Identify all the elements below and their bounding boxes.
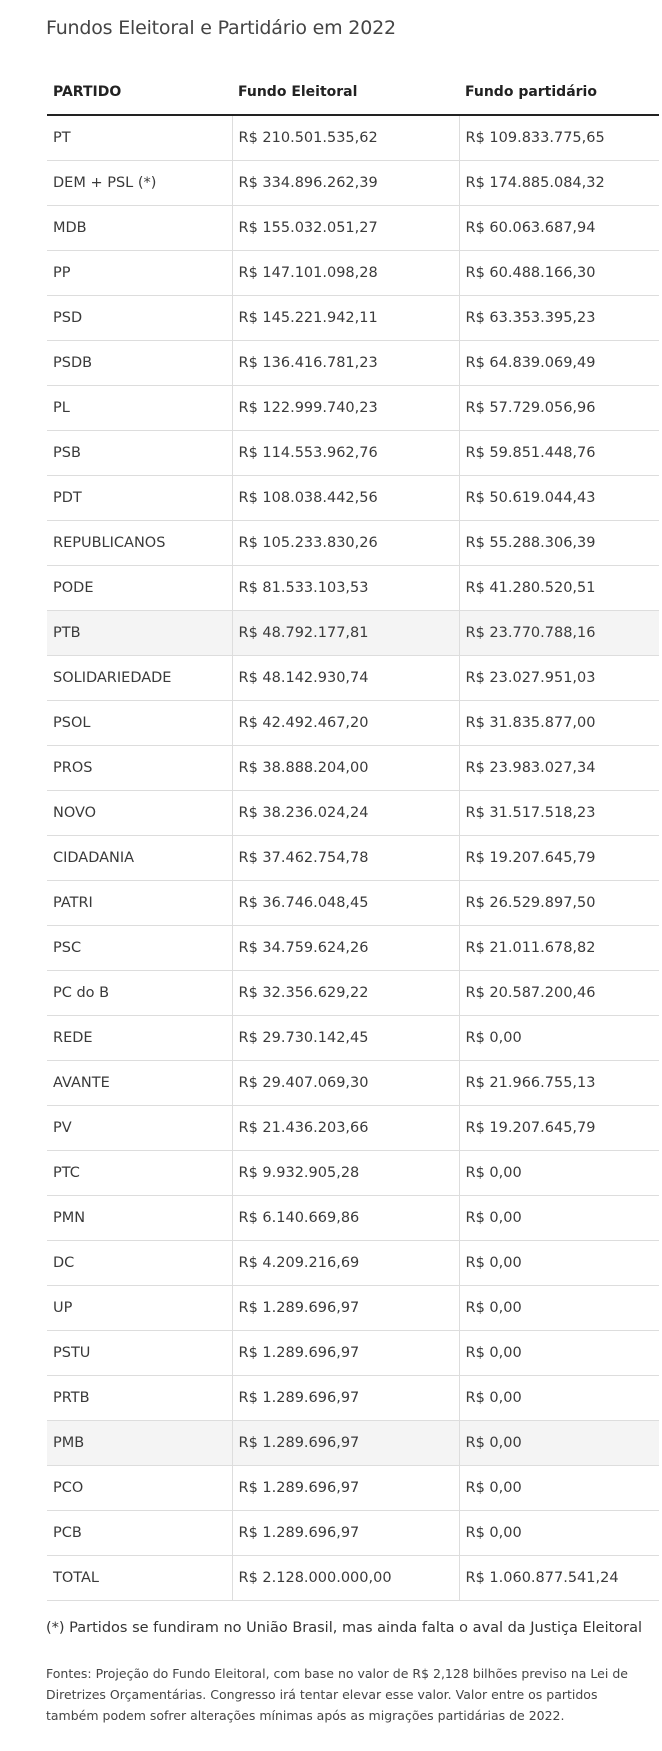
cell-electoral-fund: R$ 1.289.696,97 [232,1466,459,1511]
cell-electoral-fund: R$ 37.462.754,78 [232,836,459,881]
cell-electoral-fund: R$ 29.407.069,30 [232,1061,459,1106]
cell-electoral-fund: R$ 38.236.024,24 [232,791,459,836]
cell-electoral-fund: R$ 32.356.629,22 [232,971,459,1016]
cell-electoral-fund: R$ 48.792.177,81 [232,611,459,656]
column-header-electoral-fund: Fundo Eleitoral [232,70,459,115]
table-row [47,1286,659,1331]
cell-partisan-fund: R$ 64.839.069,49 [459,341,659,386]
cell-partisan-fund: R$ 174.885.084,32 [459,161,659,206]
cell-partisan-fund: R$ 19.207.645,79 [459,836,659,881]
table-row [47,1376,659,1421]
table-row [47,115,659,161]
cell-partisan-fund: R$ 0,00 [459,1286,659,1331]
cell-party: NOVO [47,791,232,836]
cell-partisan-fund: R$ 0,00 [459,1421,659,1466]
cell-partisan-fund: R$ 20.587.200,46 [459,971,659,1016]
cell-electoral-fund: R$ 36.746.048,45 [232,881,459,926]
footnote: (*) Partidos se fundiram no União Brasil, mas ainda falta o aval da Justiça Eleitoral [46,1620,643,1636]
table-row [47,881,659,926]
table-row [47,1511,659,1556]
cell-party: PT [47,115,232,161]
table-row [47,1556,659,1601]
table-row [47,701,659,746]
table-row [47,566,659,611]
cell-electoral-fund: R$ 334.896.262,39 [232,161,459,206]
cell-partisan-fund: R$ 0,00 [459,1511,659,1556]
cell-party: TOTAL [47,1556,232,1601]
cell-electoral-fund: R$ 210.501.535,62 [232,115,459,161]
cell-party: DEM + PSL (*) [47,161,232,206]
header-row [47,70,659,115]
cell-electoral-fund: R$ 1.289.696,97 [232,1331,459,1376]
cell-party: PMN [47,1196,232,1241]
cell-partisan-fund: R$ 0,00 [459,1241,659,1286]
sources-note: Fontes: Projeção do Fundo Eleitoral, com base no valor de R$ 2,128 bilhões previso na Lei de Diretrizes Orçamentárias. Congresso irá tentar elevar esse valor. Valor entre os partidos também podem sofrer alterações mínimas após as migrações partidárias de 2022. [46,1666,628,1723]
cell-electoral-fund: R$ 108.038.442,56 [232,476,459,521]
cell-electoral-fund: R$ 1.289.696,97 [232,1376,459,1421]
cell-partisan-fund: R$ 63.353.395,23 [459,296,659,341]
cell-partisan-fund: R$ 0,00 [459,1466,659,1511]
table-row [47,1421,659,1466]
cell-party: REPUBLICANOS [47,521,232,566]
cell-electoral-fund: R$ 1.289.696,97 [232,1511,459,1556]
table-row [47,296,659,341]
cell-partisan-fund: R$ 31.835.877,00 [459,701,659,746]
table-row [47,1466,659,1511]
table-header [47,70,659,115]
cell-partisan-fund: R$ 0,00 [459,1196,659,1241]
cell-electoral-fund: R$ 114.553.962,76 [232,431,459,476]
cell-party: PRTB [47,1376,232,1421]
page-title: Fundos Eleitoral e Partidário em 2022 [46,17,396,39]
cell-party: PSTU [47,1331,232,1376]
table-row [47,521,659,566]
column-header-partisan-fund: Fundo partidário [459,70,659,115]
cell-electoral-fund: R$ 4.209.216,69 [232,1241,459,1286]
funds-table [47,70,659,1601]
cell-electoral-fund: R$ 21.436.203,66 [232,1106,459,1151]
table-body [47,115,659,1601]
cell-party: PTC [47,1151,232,1196]
cell-partisan-fund: R$ 0,00 [459,1151,659,1196]
cell-electoral-fund: R$ 136.416.781,23 [232,341,459,386]
cell-party: REDE [47,1016,232,1061]
cell-electoral-fund: R$ 1.289.696,97 [232,1421,459,1466]
cell-partisan-fund: R$ 23.770.788,16 [459,611,659,656]
cell-party: PL [47,386,232,431]
cell-electoral-fund: R$ 105.233.830,26 [232,521,459,566]
table-row [47,656,659,701]
cell-partisan-fund: R$ 50.619.044,43 [459,476,659,521]
cell-party: AVANTE [47,1061,232,1106]
cell-party: UP [47,1286,232,1331]
cell-partisan-fund: R$ 57.729.056,96 [459,386,659,431]
cell-party: PDT [47,476,232,521]
cell-party: PSD [47,296,232,341]
cell-party: PSOL [47,701,232,746]
cell-party: PSB [47,431,232,476]
cell-electoral-fund: R$ 29.730.142,45 [232,1016,459,1061]
cell-electoral-fund: R$ 2.128.000.000,00 [232,1556,459,1601]
cell-party: PV [47,1106,232,1151]
cell-partisan-fund: R$ 60.488.166,30 [459,251,659,296]
cell-partisan-fund: R$ 21.011.678,82 [459,926,659,971]
cell-electoral-fund: R$ 1.289.696,97 [232,1286,459,1331]
cell-partisan-fund: R$ 19.207.645,79 [459,1106,659,1151]
table-row [47,611,659,656]
cell-partisan-fund: R$ 41.280.520,51 [459,566,659,611]
cell-party: PC do B [47,971,232,1016]
cell-party: DC [47,1241,232,1286]
table-row [47,161,659,206]
table-row [47,476,659,521]
table-row [47,1151,659,1196]
cell-party: PROS [47,746,232,791]
cell-electoral-fund: R$ 122.999.740,23 [232,386,459,431]
table-row [47,206,659,251]
cell-partisan-fund: R$ 0,00 [459,1016,659,1061]
cell-partisan-fund: R$ 60.063.687,94 [459,206,659,251]
cell-electoral-fund: R$ 145.221.942,11 [232,296,459,341]
column-header-party: PARTIDO [47,70,232,115]
cell-party: PP [47,251,232,296]
cell-electoral-fund: R$ 6.140.669,86 [232,1196,459,1241]
cell-party: PMB [47,1421,232,1466]
cell-party: PSC [47,926,232,971]
table-row [47,791,659,836]
cell-electoral-fund: R$ 9.932.905,28 [232,1151,459,1196]
cell-electoral-fund: R$ 48.142.930,74 [232,656,459,701]
cell-partisan-fund: R$ 1.060.877.541,24 [459,1556,659,1601]
table-row [47,971,659,1016]
cell-electoral-fund: R$ 147.101.098,28 [232,251,459,296]
table-row [47,431,659,476]
table-row [47,1106,659,1151]
cell-electoral-fund: R$ 34.759.624,26 [232,926,459,971]
table-row [47,1016,659,1061]
cell-partisan-fund: R$ 31.517.518,23 [459,791,659,836]
cell-party: PCB [47,1511,232,1556]
cell-party: MDB [47,206,232,251]
cell-party: CIDADANIA [47,836,232,881]
table-row [47,341,659,386]
cell-partisan-fund: R$ 59.851.448,76 [459,431,659,476]
cell-partisan-fund: R$ 23.027.951,03 [459,656,659,701]
cell-partisan-fund: R$ 0,00 [459,1376,659,1421]
cell-party: PTB [47,611,232,656]
cell-party: PATRI [47,881,232,926]
table-row [47,1061,659,1106]
table-row [47,386,659,431]
cell-party: SOLIDARIEDADE [47,656,232,701]
table-row [47,1241,659,1286]
cell-party: PCO [47,1466,232,1511]
cell-party: PODE [47,566,232,611]
table-row [47,1331,659,1376]
table-row [47,746,659,791]
cell-electoral-fund: R$ 38.888.204,00 [232,746,459,791]
cell-partisan-fund: R$ 109.833.775,65 [459,115,659,161]
cell-party: PSDB [47,341,232,386]
table-row [47,926,659,971]
cell-partisan-fund: R$ 21.966.755,13 [459,1061,659,1106]
cell-partisan-fund: R$ 55.288.306,39 [459,521,659,566]
cell-partisan-fund: R$ 0,00 [459,1331,659,1376]
cell-partisan-fund: R$ 23.983.027,34 [459,746,659,791]
cell-electoral-fund: R$ 42.492.467,20 [232,701,459,746]
cell-partisan-fund: R$ 26.529.897,50 [459,881,659,926]
cell-electoral-fund: R$ 155.032.051,27 [232,206,459,251]
table-row [47,251,659,296]
table-row [47,836,659,881]
cell-electoral-fund: R$ 81.533.103,53 [232,566,459,611]
table-row [47,1196,659,1241]
